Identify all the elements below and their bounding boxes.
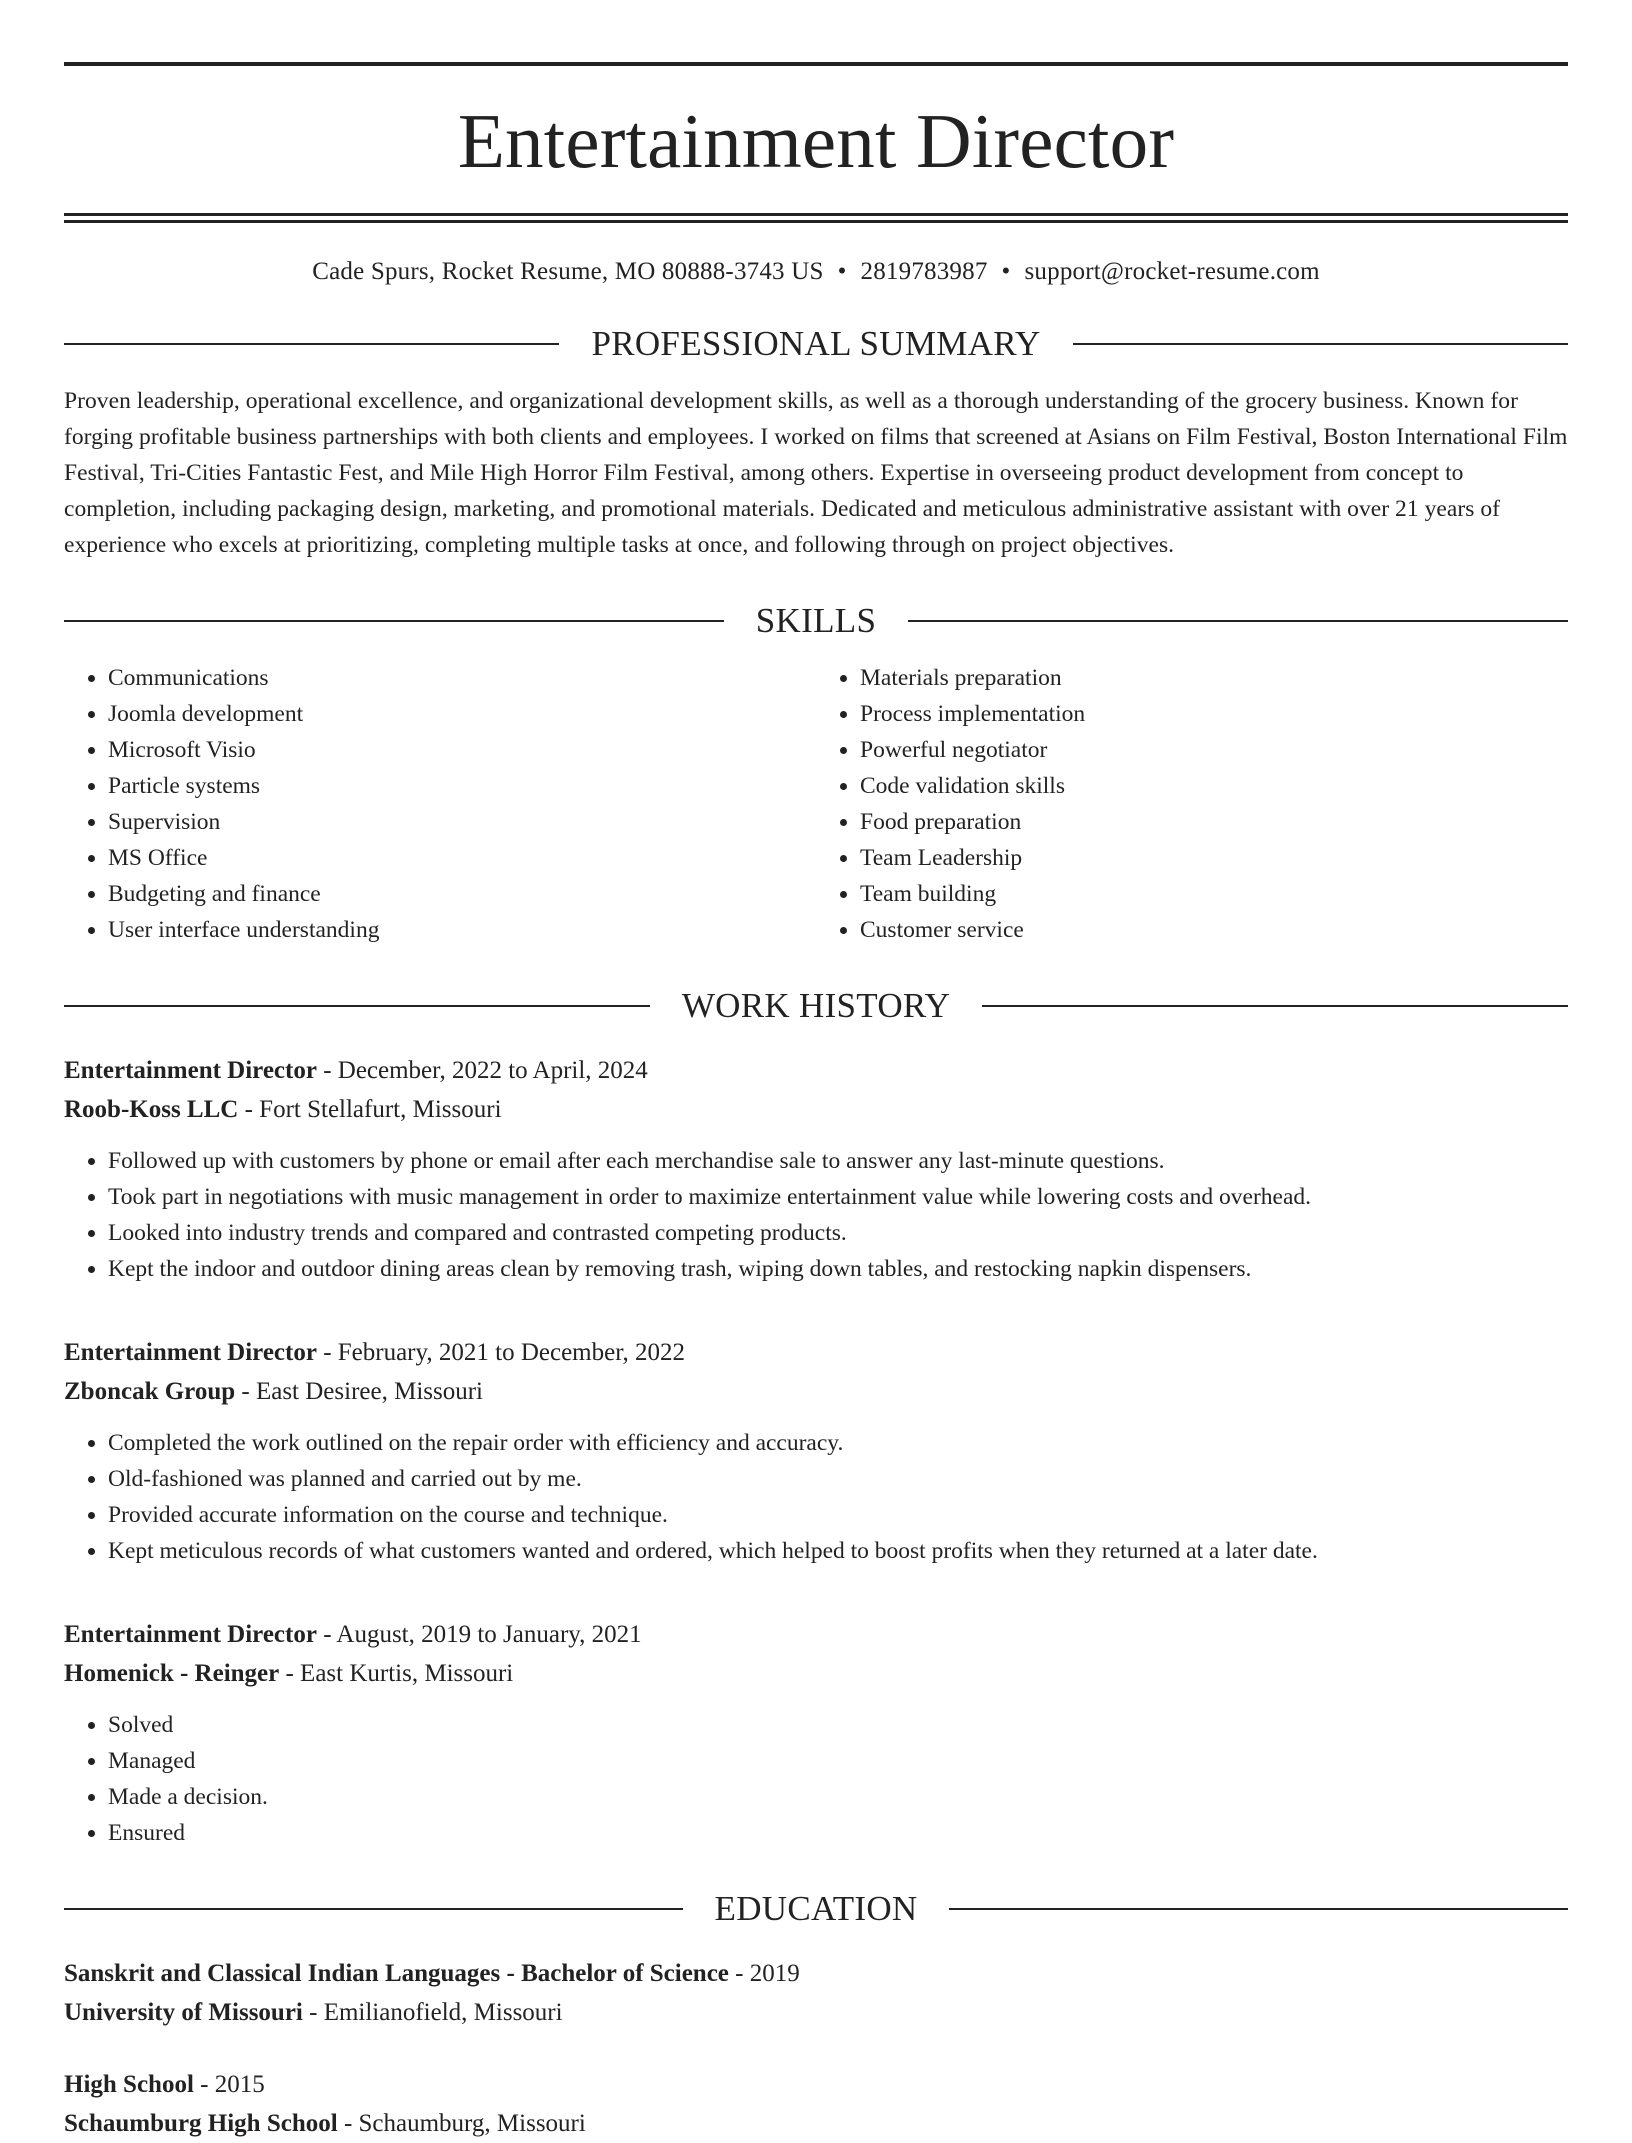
skills-column-left bbox=[64, 660, 816, 948]
skill-item: • Team building bbox=[860, 876, 1568, 912]
job-entry bbox=[64, 1051, 1568, 1287]
heading-rule-right bbox=[908, 620, 1568, 622]
job-entry bbox=[64, 1333, 1568, 1569]
education-location: - Schaumburg, Missouri bbox=[337, 2110, 586, 2137]
education-school: Schaumburg High School bbox=[64, 2110, 338, 2137]
contact-separator: • bbox=[837, 258, 847, 285]
title-double-rule bbox=[64, 213, 1568, 223]
skill-item: • Code validation skills bbox=[860, 768, 1568, 804]
section-heading-skills bbox=[64, 603, 1568, 638]
job-company: Roob-Koss LLC bbox=[64, 1096, 239, 1123]
contact-separator: • bbox=[1001, 258, 1011, 285]
job-title-line bbox=[64, 1333, 1568, 1372]
skill-item: • Microsoft Visio bbox=[108, 732, 816, 768]
education-entry bbox=[64, 2065, 1568, 2143]
contact-phone: 2819783987 bbox=[860, 258, 988, 285]
job-bullet: • Looked into industry trends and compared and contrasted competing products. bbox=[108, 1215, 1568, 1251]
job-bullet: • Managed bbox=[108, 1743, 1568, 1779]
job-bullet: • Provided accurate information on the course and technique. bbox=[108, 1497, 1568, 1533]
job-title-line bbox=[64, 1615, 1568, 1654]
skill-item: • Supervision bbox=[108, 804, 816, 840]
skill-item: • Particle systems bbox=[108, 768, 816, 804]
education-year: - 2015 bbox=[193, 2071, 265, 2098]
contact-email: support@rocket-resume.com bbox=[1024, 258, 1320, 285]
education-location: - Emilianofield, Missouri bbox=[302, 1999, 563, 2026]
job-role: Entertainment Director bbox=[64, 1621, 317, 1648]
job-location: - East Kurtis, Missouri bbox=[279, 1660, 514, 1687]
section-heading-education bbox=[64, 1891, 1568, 1926]
skill-item: • Process implementation bbox=[860, 696, 1568, 732]
section-heading-label: WORK HISTORY bbox=[681, 986, 951, 1025]
heading-rule-right bbox=[949, 1908, 1568, 1910]
education-degree-line bbox=[64, 2065, 1568, 2104]
job-dates: - August, 2019 to January, 2021 bbox=[316, 1621, 642, 1648]
job-bullet: • Completed the work outlined on the repair order with efficiency and accuracy. bbox=[108, 1425, 1568, 1461]
education-degree: High School bbox=[64, 2071, 194, 2098]
education-entry bbox=[64, 1954, 1568, 2032]
heading-rule-right bbox=[982, 1005, 1568, 1007]
job-company: Homenick - Reinger bbox=[64, 1660, 280, 1687]
job-entry bbox=[64, 1615, 1568, 1851]
skill-item: • User interface understanding bbox=[108, 912, 816, 948]
section-heading-summary bbox=[64, 326, 1568, 361]
skill-item: • Communications bbox=[108, 660, 816, 696]
skill-item: • Customer service bbox=[860, 912, 1568, 948]
job-bullet: • Made a decision. bbox=[108, 1779, 1568, 1815]
education-school-line bbox=[64, 2104, 1568, 2143]
job-title-line bbox=[64, 1051, 1568, 1090]
education-degree: Sanskrit and Classical Indian Languages - Bachelor of Science bbox=[64, 1960, 729, 1987]
contact-address: Cade Spurs, Rocket Resume, MO 80888-3743 US bbox=[312, 258, 824, 285]
job-bullet: • Solved bbox=[108, 1707, 1568, 1743]
job-company-line bbox=[64, 1372, 1568, 1411]
job-dates: - February, 2021 to December, 2022 bbox=[316, 1339, 686, 1366]
heading-rule-left bbox=[64, 343, 559, 345]
top-rule bbox=[64, 62, 1568, 66]
heading-rule-right bbox=[1073, 343, 1568, 345]
job-bullet: • Old-fashioned was planned and carried out by me. bbox=[108, 1461, 1568, 1497]
job-company-line bbox=[64, 1090, 1568, 1129]
job-bullets bbox=[64, 1707, 1568, 1851]
skills-column-right bbox=[816, 660, 1568, 948]
skill-item: • Food preparation bbox=[860, 804, 1568, 840]
skill-item: • Materials preparation bbox=[860, 660, 1568, 696]
skill-item: • Powerful negotiator bbox=[860, 732, 1568, 768]
job-bullets bbox=[64, 1143, 1568, 1287]
education-school: University of Missouri bbox=[64, 1999, 303, 2026]
skill-item: • Budgeting and finance bbox=[108, 876, 816, 912]
education-degree-line bbox=[64, 1954, 1568, 1993]
job-bullet: • Ensured bbox=[108, 1815, 1568, 1851]
heading-rule-left bbox=[64, 620, 724, 622]
job-bullet: • Took part in negotiations with music management in order to maximize entertainment value while lowering costs and overhead. bbox=[108, 1179, 1568, 1215]
section-heading-label: PROFESSIONAL SUMMARY bbox=[591, 324, 1041, 363]
professional-summary-text: Proven leadership, operational excellence, and organizational development skills, as well as a thorough understanding of the grocery business. Known for forging profitable business partnerships with both clients and employees. I worked on films that screened at Asians on Film Festival, Boston International Film Festival, Tri-Cities Fantastic Fest, and Mile High Horror Film Festival, among others. Expertise in overseeing product development from concept to completion, including packaging design, marketing, and promotional materials. Dedicated and meticulous administrative assistant with over 21 years of experience who excels at prioritizing, completing multiple tasks at once, and following through on project objectives. bbox=[64, 388, 1568, 558]
section-heading-label: SKILLS bbox=[755, 601, 877, 640]
job-role: Entertainment Director bbox=[64, 1057, 317, 1084]
skill-item: • Joomla development bbox=[108, 696, 816, 732]
contact-line bbox=[64, 258, 1568, 286]
education-year: - 2019 bbox=[728, 1960, 800, 1987]
job-location: - Fort Stellafurt, Missouri bbox=[238, 1096, 502, 1123]
job-dates: - December, 2022 to April, 2024 bbox=[316, 1057, 648, 1084]
job-company: Zboncak Group bbox=[64, 1378, 236, 1405]
heading-rule-left bbox=[64, 1908, 683, 1910]
education-school-line bbox=[64, 1993, 1568, 2032]
section-heading-label: EDUCATION bbox=[714, 1889, 918, 1928]
skills-list bbox=[64, 660, 1568, 948]
job-location: - East Desiree, Missouri bbox=[235, 1378, 484, 1405]
job-bullets bbox=[64, 1425, 1568, 1569]
resume-title: Entertainment Director bbox=[457, 98, 1175, 184]
job-company-line bbox=[64, 1654, 1568, 1693]
section-heading-work-history bbox=[64, 988, 1568, 1023]
heading-rule-left bbox=[64, 1005, 650, 1007]
skill-item: • MS Office bbox=[108, 840, 816, 876]
job-role: Entertainment Director bbox=[64, 1339, 317, 1366]
job-bullet: • Kept the indoor and outdoor dining areas clean by removing trash, wiping down tables, and restocking napkin dispensers. bbox=[108, 1251, 1568, 1287]
skill-item: • Team Leadership bbox=[860, 840, 1568, 876]
job-bullet: • Kept meticulous records of what customers wanted and ordered, which helped to boost profits when they returned at a later date. bbox=[108, 1533, 1568, 1569]
job-bullet: • Followed up with customers by phone or email after each merchandise sale to answer any last-minute questions. bbox=[108, 1143, 1568, 1179]
